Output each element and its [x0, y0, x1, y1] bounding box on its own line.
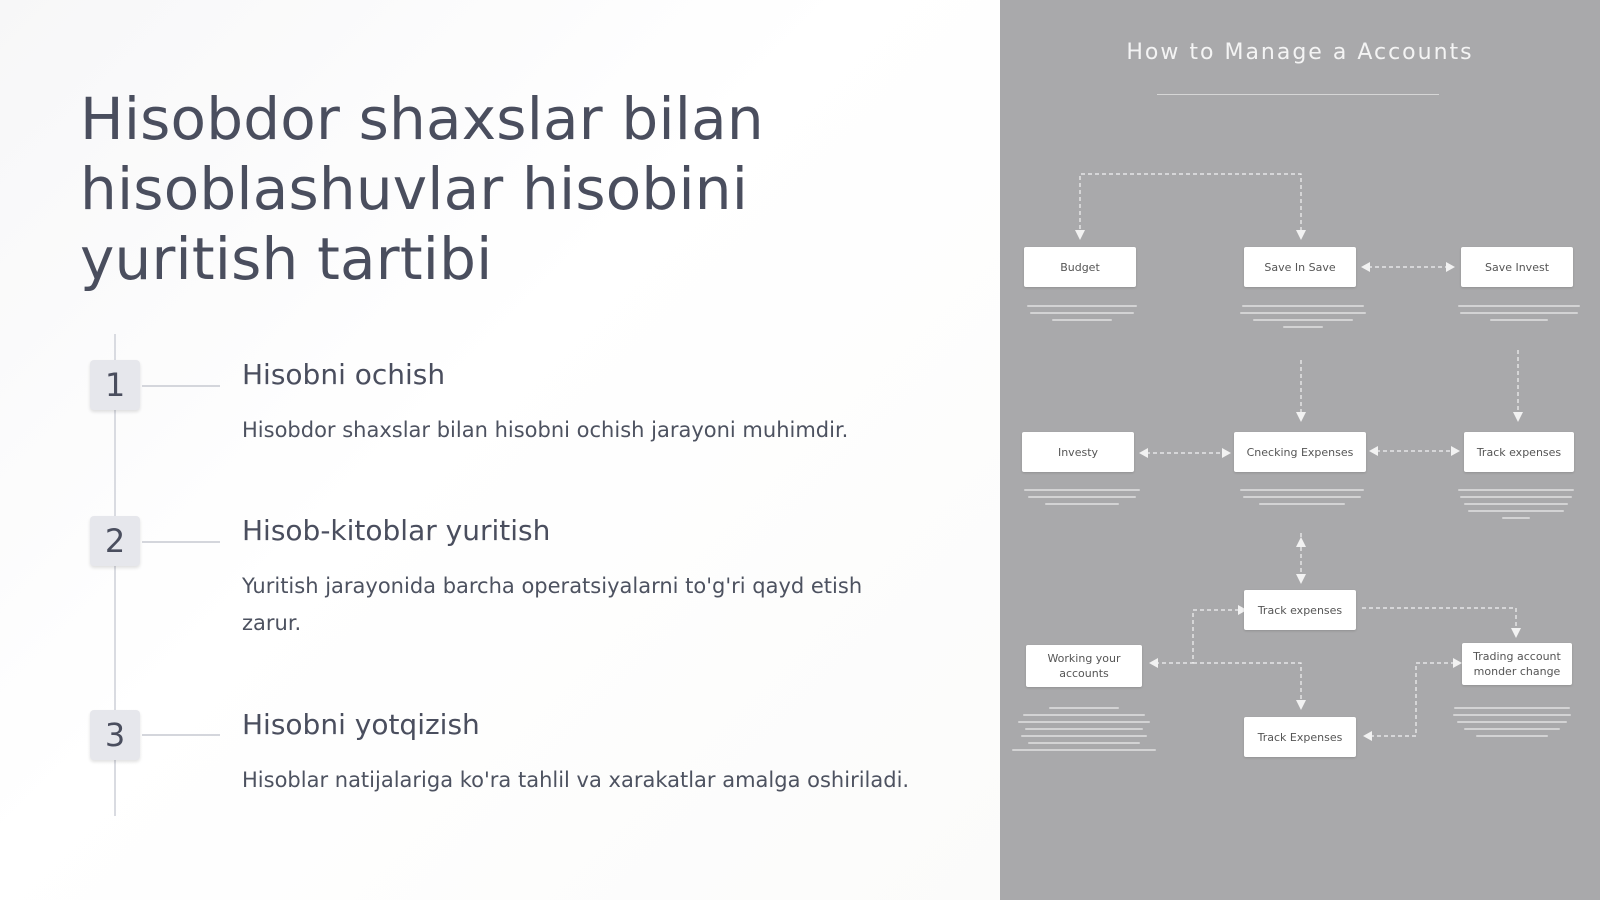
- title-line-3: yuritish tartibi: [80, 225, 493, 293]
- step-description: Hisoblar natijalariga ko'ra tahlil va xarakatlar amalga oshiriladi.: [242, 768, 910, 792]
- node-trading-account: Trading account monder change: [1462, 643, 1572, 685]
- node-budget: Budget: [1024, 247, 1136, 287]
- node-working-accounts: Working your accounts: [1026, 645, 1142, 687]
- node-save-in-save: Save In Save: [1244, 247, 1356, 287]
- step-number-badge: 3: [90, 710, 140, 760]
- step-number-badge: 2: [90, 516, 140, 566]
- node-investy: Investy: [1022, 432, 1134, 472]
- step-description: Yuritish jarayonida barcha operatsiyalarni to'g'ri qayd etish zarur.: [242, 574, 863, 635]
- node-track-expenses-mid: Track expenses: [1244, 590, 1356, 630]
- step-connector: [142, 385, 220, 387]
- flowchart-image: [1000, 0, 1600, 900]
- step-connector: [142, 541, 220, 543]
- page-title: [80, 84, 880, 294]
- blurred-caption: [1450, 707, 1574, 742]
- title-line-2: hisoblashuvlar hisobini: [80, 155, 749, 223]
- blurred-caption: [1238, 305, 1368, 333]
- step-title: Hisobni yotqizish: [242, 708, 480, 741]
- blurred-caption: [1024, 305, 1140, 326]
- title-line-1: Hisobdor shaxslar bilan: [80, 85, 764, 153]
- blurred-caption: [1456, 489, 1576, 524]
- step-number-badge: 1: [90, 360, 140, 410]
- step-connector: [142, 734, 220, 736]
- step-title: Hisob-kitoblar yuritish: [242, 514, 551, 547]
- flowchart-title: How to Manage a Accounts: [1126, 40, 1474, 65]
- node-track-expenses-right: Track expenses: [1464, 432, 1574, 472]
- blurred-caption: [1454, 305, 1584, 326]
- node-save-invest: Save Invest: [1461, 247, 1573, 287]
- step-title: Hisobni ochish: [242, 358, 446, 391]
- node-checking-expenses: Cnecking Expenses: [1234, 432, 1366, 472]
- blurred-caption: [1010, 707, 1158, 756]
- blurred-caption: [1238, 489, 1366, 510]
- step-description: Hisobdor shaxslar bilan hisobni ochish jarayoni muhimdir.: [242, 418, 849, 442]
- flowchart-title-divider: [1157, 94, 1439, 95]
- blurred-caption: [1022, 489, 1142, 510]
- node-track-expenses-bottom: Track Expenses: [1244, 717, 1356, 757]
